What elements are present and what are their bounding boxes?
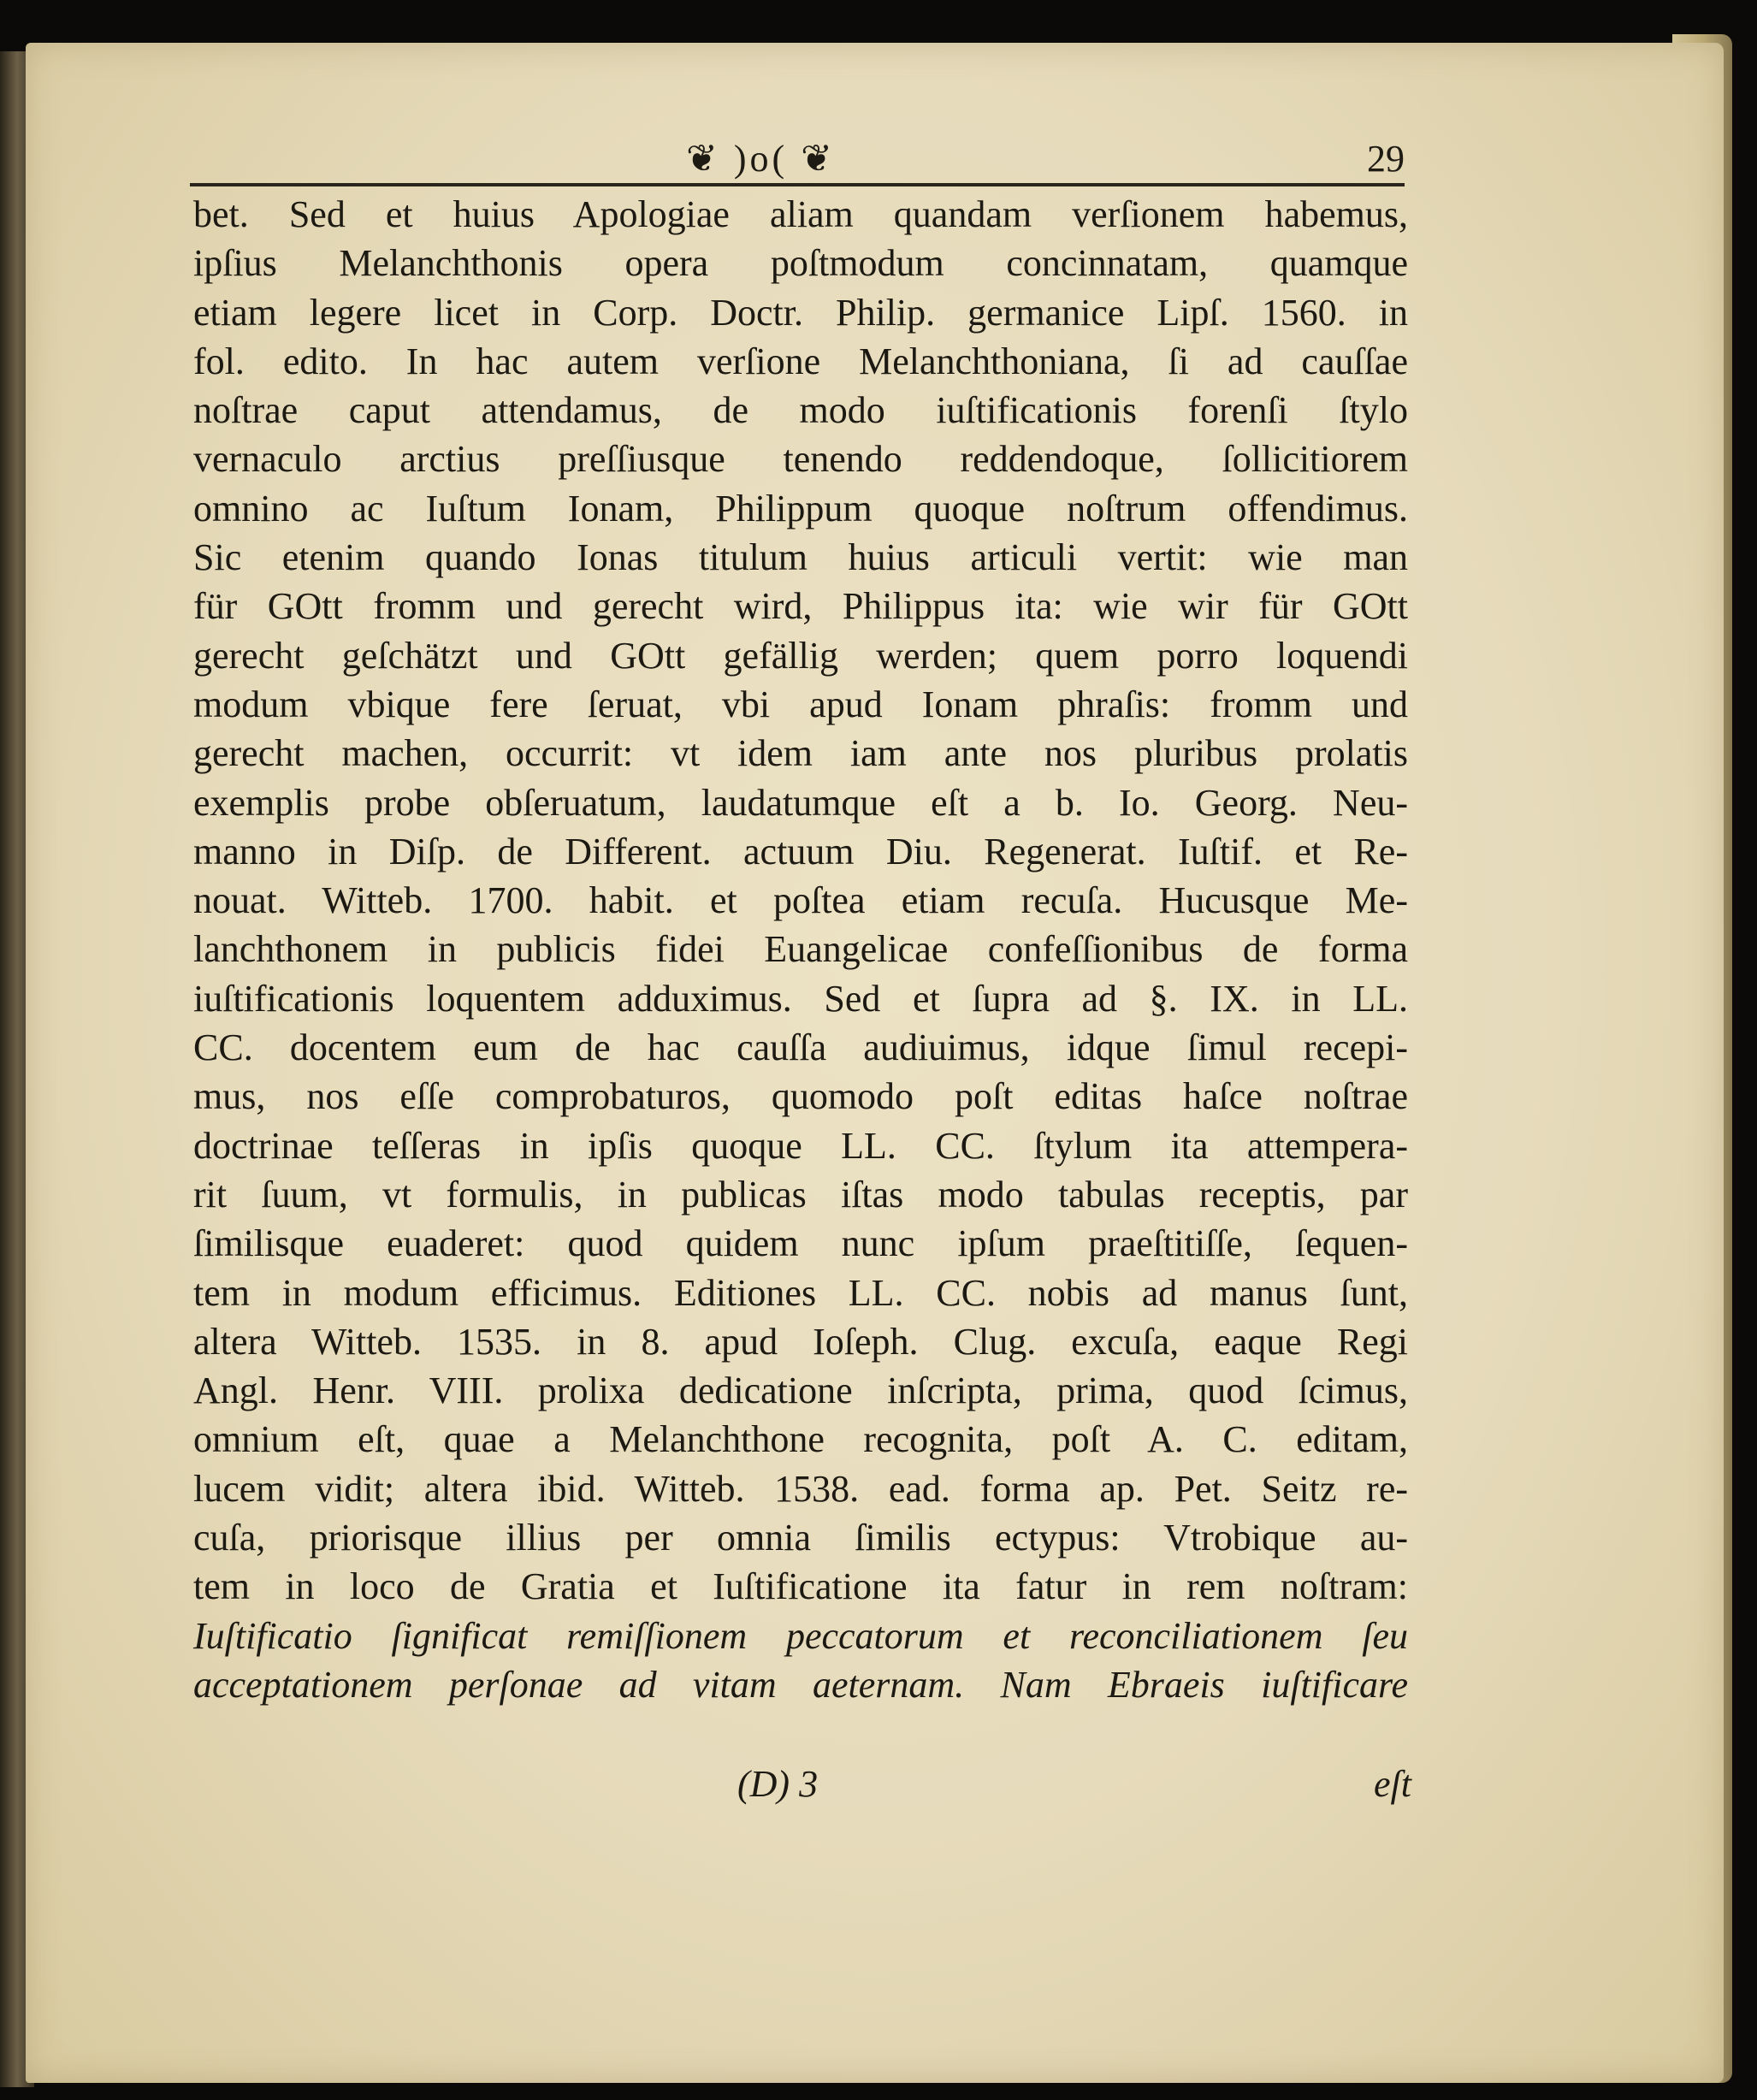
text-line: nouat. Witteb. 1700. habit. et poſtea etiam recuſa. Hucusque Me- [193, 879, 1408, 922]
text-line: modum vbique fere ſeruat, vbi apud Ionam phraſis: fromm und [193, 683, 1408, 725]
text-line: altera Witteb. 1535. in 8. apud Ioſeph. Clug. excuſa, eaque Regi [193, 1320, 1408, 1363]
text-line: omnino ac Iuſtum Ionam, Philippum quoque noſtrum offendimus. [193, 487, 1408, 529]
text-line: bet. Sed et huius Apologiae aliam quandam verſionem habemus, [193, 193, 1408, 235]
header-rule [190, 183, 1405, 186]
text-line: iuſtificationis loquentem adduximus. Sed et ſupra ad §. IX. in LL. [193, 977, 1408, 1020]
text-line: Angl. Henr. VIII. prolixa dedicatione inſcripta, prima, quod ſcimus, [193, 1369, 1408, 1412]
text-line: fol. edito. In hac autem verſione Melanchthoniana, ſi ad cauſſae [193, 340, 1408, 382]
text-line: mus, nos eſſe comprobaturos, quomodo poſt editas haſce noſtrae [193, 1075, 1408, 1118]
text-line: acceptationem perſonae ad vitam aeternam. Nam Ebraeis iuſtificare [193, 1663, 1408, 1706]
text-line: ſimilisque euaderet: quod quidem nunc ipſum praeſtitiſſe, ſequen- [193, 1222, 1408, 1265]
header-ornament: ❦ )o( ❦ [686, 138, 837, 180]
text-line: etiam legere licet in Corp. Doctr. Philip. germanice Lipſ. 1560. in [193, 291, 1408, 334]
signature-mark: (D) 3 [737, 1763, 819, 1805]
text-line: manno in Diſp. de Different. actuum Diu. Regenerat. Iuſtif. et Re- [193, 830, 1408, 873]
text-line: lanchthonem in publicis fidei Euangelicae confeſſionibus de forma [193, 928, 1408, 971]
text-line: vernaculo arctius preſſiusque tenendo reddendoque, ſollicitiorem [193, 438, 1408, 481]
text-line: lucem vidit; altera ibid. Witteb. 1538. ead. forma ap. Pet. Seitz re- [193, 1467, 1408, 1510]
text-line: ipſius Melanchthonis opera poſtmodum concinnatam, quamque [193, 242, 1408, 285]
text-line: exemplis probe obſeruatum, laudatumque eſt a b. Io. Georg. Neu- [193, 781, 1408, 824]
text-line: für GOtt fromm und gerecht wird, Philippus ita: wie wir für GOtt [193, 585, 1408, 628]
text-line: CC. docentem eum de hac cauſſa audiuimus, idque ſimul recepi- [193, 1026, 1408, 1069]
text-line: Iuſtificatio ſignificat remiſſionem peccatorum et reconciliationem ſeu [193, 1614, 1408, 1657]
text-line: gerecht machen, occurrit: vt idem iam ante nos pluribus prolatis [193, 732, 1408, 775]
text-line: Sic etenim quando Ionas titulum huius articuli vertit: wie man [193, 536, 1408, 579]
text-line: noſtrae caput attendamus, de modo iuſtificationis forenſi ſtylo [193, 389, 1408, 432]
text-line: gerecht geſchätzt und GOtt gefällig werden; quem porro loquendi [193, 634, 1408, 677]
catchword: eſt [1374, 1763, 1411, 1805]
running-header [190, 137, 1405, 188]
text-line: omnium eſt, quae a Melanchthone recognita, poſt A. C. editam, [193, 1418, 1408, 1461]
text-line: tem in loco de Gratia et Iuſtificatione ita fatur in rem noſtram: [193, 1565, 1408, 1608]
text-line: cuſa, priorisque illius per omnia ſimilis ectypus: Vtrobique au- [193, 1517, 1408, 1559]
text-line: doctrinae teſſeras in ipſis quoque LL. CC. ſtylum ita attempera- [193, 1124, 1408, 1167]
text-line: rit ſuum, vt formulis, in publicas iſtas modo tabulas receptis, par [193, 1173, 1408, 1216]
page-number: 29 [1367, 138, 1405, 180]
body-text [193, 190, 1408, 1709]
text-line: tem in modum efficimus. Editiones LL. CC. nobis ad manus ſunt, [193, 1271, 1408, 1314]
